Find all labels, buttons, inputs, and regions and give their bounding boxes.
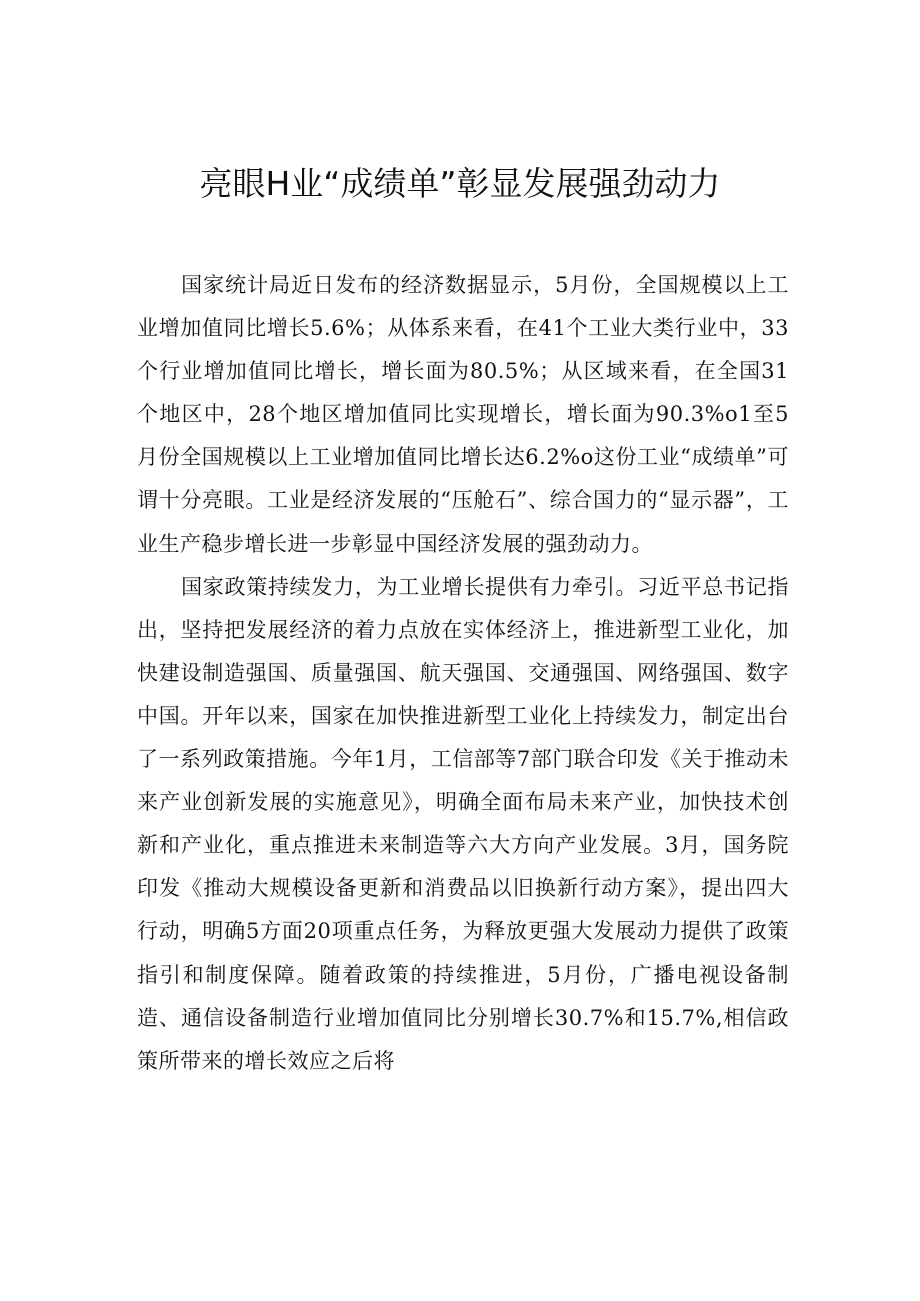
paragraph-2: 国家政策持续发力，为工业增长提供有力牵引。习近平总书记指出，坚持把发展经济的着力点放在实体经济上，推进新型工业化，加快建设制造强国、质量强国、航天强国、交通强国、网络强国、数字中国。开年以来，国家在加快推进新型工业化上持续发力，制定出台了一系列政策措施。今年1月，工信部等7部门联合印发《关于推动未来产业创新发展的实施意见》，明确全面布局未来产业，加快技术创新和产业化，重点推进未来制造等六大方向产业发展。3月，国务院印发《推动大规模设备更新和消费品以旧换新行动方案》，提出四大行动，明确5方面20项重点任务，为释放更强大发展动力提供了政策指引和制度保障。随着政策的持续推进，5月份，广播电视设备制造、通信设备制造行业增加值同比分别增长30.7%和15.7%,相信政策所带来的增长效应之后将 (137, 574, 789, 1073)
document-title: 亮眼H业“成绩单”彰显发展强劲动力 (199, 164, 721, 203)
document-body (137, 264, 789, 1083)
paragraph-1: 国家统计局近日发布的经济数据显示，5月份，全国规模以上工业增加值同比增长5.6%；从体系来看，在41个工业大类行业中，33个行业增加值同比增长，增长面为80.5%；从区域来看，在全国31个地区中，28个地区增加值同比实现增长，增长面为90.3%o1至5月份全国规模以上工业增加值同比增长达6.2%o这份工业“成绩单”可谓十分亮眼。工业是经济发展的“压舱石”、综合国力的“显示器”，工业生产稳步增长进一步彰显中国经济发展的强劲动力。 (137, 273, 789, 556)
